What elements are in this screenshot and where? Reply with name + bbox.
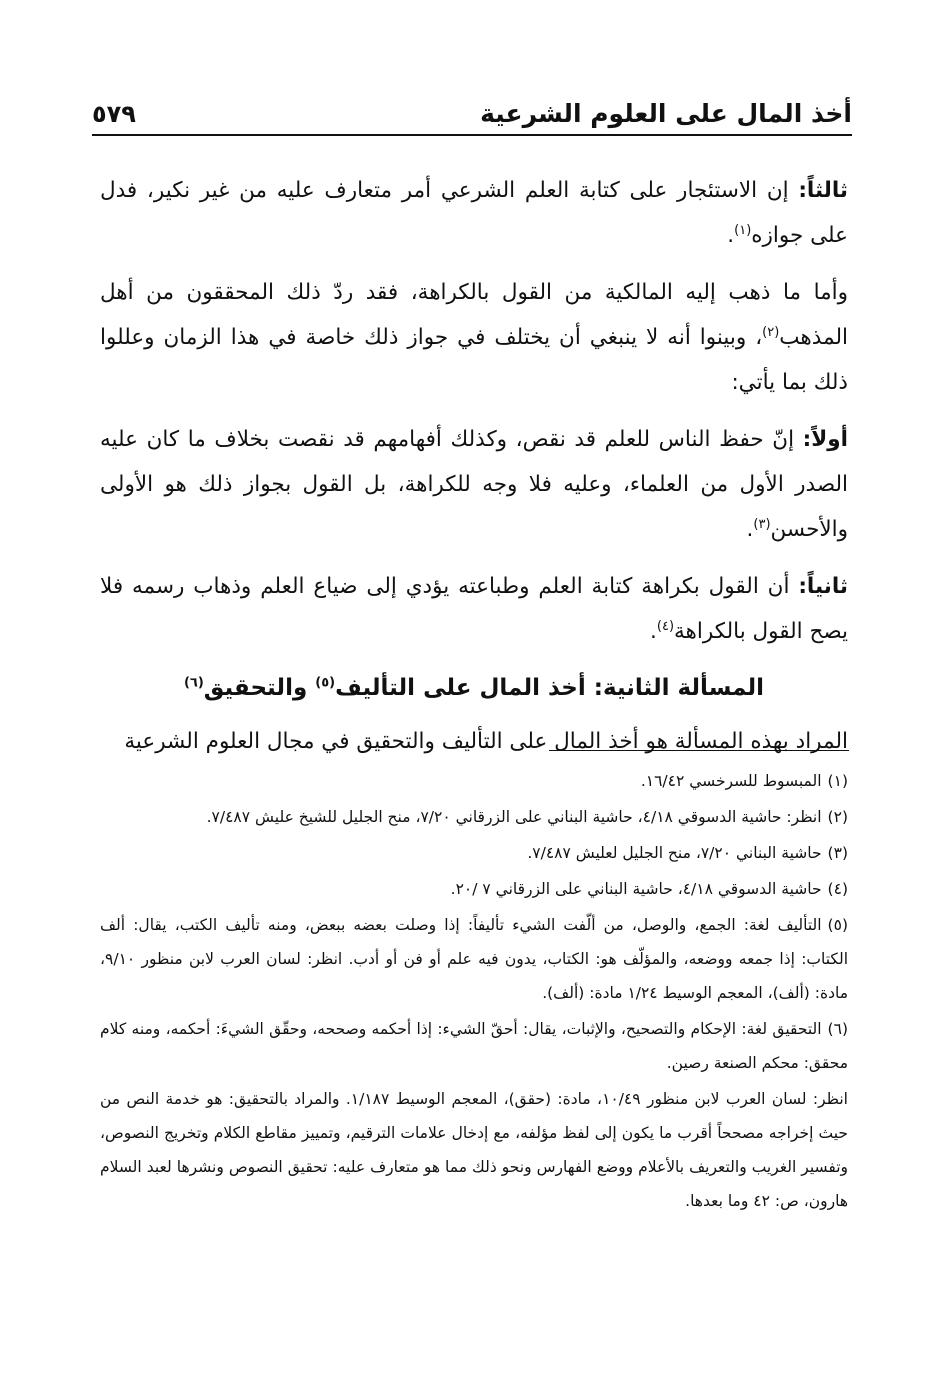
- footnote-ref-2[interactable]: (٢): [762, 324, 780, 340]
- paragraph-end: .: [746, 517, 754, 542]
- footnote-number: (٦): [827, 1020, 848, 1038]
- footnote-number: (٣): [827, 844, 848, 862]
- footnote-4: [100, 872, 848, 906]
- paragraph-lead: ثالثاً:: [798, 178, 848, 203]
- footnote-ref-1[interactable]: (١): [734, 222, 752, 238]
- paragraph-text: إن الاستئجار على كتابة العلم الشرعي أمر متعارف عليه من غير نكير، فدل على جوازه: [100, 178, 848, 248]
- paragraph-text: وأما ما ذهب إليه المالكية من القول بالكراهة، فقد ردّ ذلك المحققون من أهل المذهب: [100, 280, 848, 350]
- footnote-3: [100, 836, 848, 870]
- footnote-6: [100, 1012, 848, 1080]
- footnote-text: التأليف لغة: الجمع، والوصل، من ألّفت الشيء تأليفاً: إذا وصلت بعضه ببعض، ومنه تأليف الكتب، يقال: ألف الكتاب: إذا جمعه ووضعه، والمؤلّف هو: الكتاب، يدون فيه علم أو فن أو أدب. انظر: لسان العرب لابن منظور ٩/١٠، مادة: (ألف)، المعجم الوسيط ١/٢٤ مادة: (ألف).: [100, 916, 848, 1002]
- paragraph-text: ، وبينوا أنه لا ينبغي أن يختلف في جواز ذلك خاصة في هذا الزمان وعللوا ذلك بما يأتي:: [100, 325, 848, 395]
- footnote-text: التحقيق لغة: الإحكام والتصحيح، والإثبات، يقال: أحقّ الشيء: إذا أحكمه وصححه، وحقّق الشيءَ: أحكمه، ومنه كلام محقق: محكم الصنعة رصين.: [100, 1020, 848, 1072]
- footnote-separator: [549, 750, 849, 751]
- paragraph-first-reason: [100, 417, 848, 552]
- footnote-6-continuation: انظر: لسان العرب لابن منظور ١٠/٤٩، مادة: (حقق)، المعجم الوسيط ١/١٨٧. والمراد بالتحقيق: هو خدمة النص من حيث إخراجه مصححاً أقرب ما يكون إلى لفظ مؤلفه، مع إدخال علامات الترقيم، وتمييز مقاطع الكلام وتخريج النصوص، وتفسير الغريب والتعريف بالأعلام ووضع الفهارس ونحو ذلك مما هو متعارف عليه: تحقيق النصوص ونشرها لعبد السلام هارون، ص: ٤٢ وما بعدها.: [100, 1090, 848, 1210]
- paragraph-lead: أولاً:: [802, 427, 848, 452]
- footnote-ref-5[interactable]: (٥): [315, 675, 336, 691]
- footnote-number: (٥): [827, 916, 848, 934]
- running-title: أخذ المال على العلوم الشرعية: [480, 99, 852, 128]
- paragraph-second-reason: [100, 564, 848, 654]
- paragraph-end: .: [727, 223, 735, 248]
- heading-text: والتحقيق: [203, 675, 316, 701]
- footnote-number: (٤): [827, 880, 848, 898]
- running-header: [92, 90, 852, 136]
- footnote-1: [100, 764, 848, 798]
- paragraph-third-argument: [100, 168, 848, 258]
- footnote-number: (١): [827, 772, 848, 790]
- footnote-number: (٢): [827, 808, 848, 826]
- heading-text: المسألة الثانية: أخذ المال على التأليف: [335, 675, 765, 701]
- paragraph-end: .: [650, 619, 657, 644]
- paragraph-text: المراد بهذه المسألة هو أخذ المال على التأليف والتحقيق في مجال العلوم الشرعية: [124, 729, 848, 754]
- footnote-text: حاشية البناني ٧/٢٠، منح الجليل لعليش ٧/٤٨٧.: [527, 844, 822, 862]
- paragraph-maliki-view: [100, 270, 848, 405]
- footnote-text: حاشية الدسوقي ٤/١٨، حاشية البناني على الزرقاني ٧ /٢٠.: [450, 880, 822, 898]
- paragraph-text: أن القول بكراهة كتابة العلم وطباعته يؤدي إلى ضياع العلم وذهاب رسمه فلا يصح القول بالكراهة: [100, 574, 848, 644]
- page-number: ٥٧٩: [92, 100, 136, 128]
- footnote-2: [100, 800, 848, 834]
- paragraph-section-intro: [100, 719, 848, 764]
- paragraph-lead: ثانياً:: [798, 574, 848, 599]
- main-text: [100, 168, 848, 776]
- footnote-ref-4[interactable]: (٤): [656, 618, 675, 634]
- footnote-text: المبسوط للسرخسي ١٦/٤٢.: [640, 772, 822, 790]
- footnote-ref-6[interactable]: (٦): [183, 675, 204, 691]
- footnote-ref-3[interactable]: (٣): [753, 516, 771, 532]
- footnote-text: انظر: حاشية الدسوقي ٤/١٨، حاشية البناني على الزرقاني ٧/٢٠، منح الجليل للشيخ عليش ٧/٤٨٧.: [206, 808, 822, 826]
- footnotes: [100, 764, 848, 1218]
- paragraph-text: إنّ حفظ الناس للعلم قد نقص، وكذلك أفهامهم قد نقصت بخلاف ما كان عليه الصدر الأول من العلماء، وعليه فلا وجه للكراهة، بل القول بجواز ذلك هو الأولى والأحسن: [100, 427, 848, 542]
- footnote-5: [100, 908, 848, 1010]
- section-heading: [100, 666, 848, 711]
